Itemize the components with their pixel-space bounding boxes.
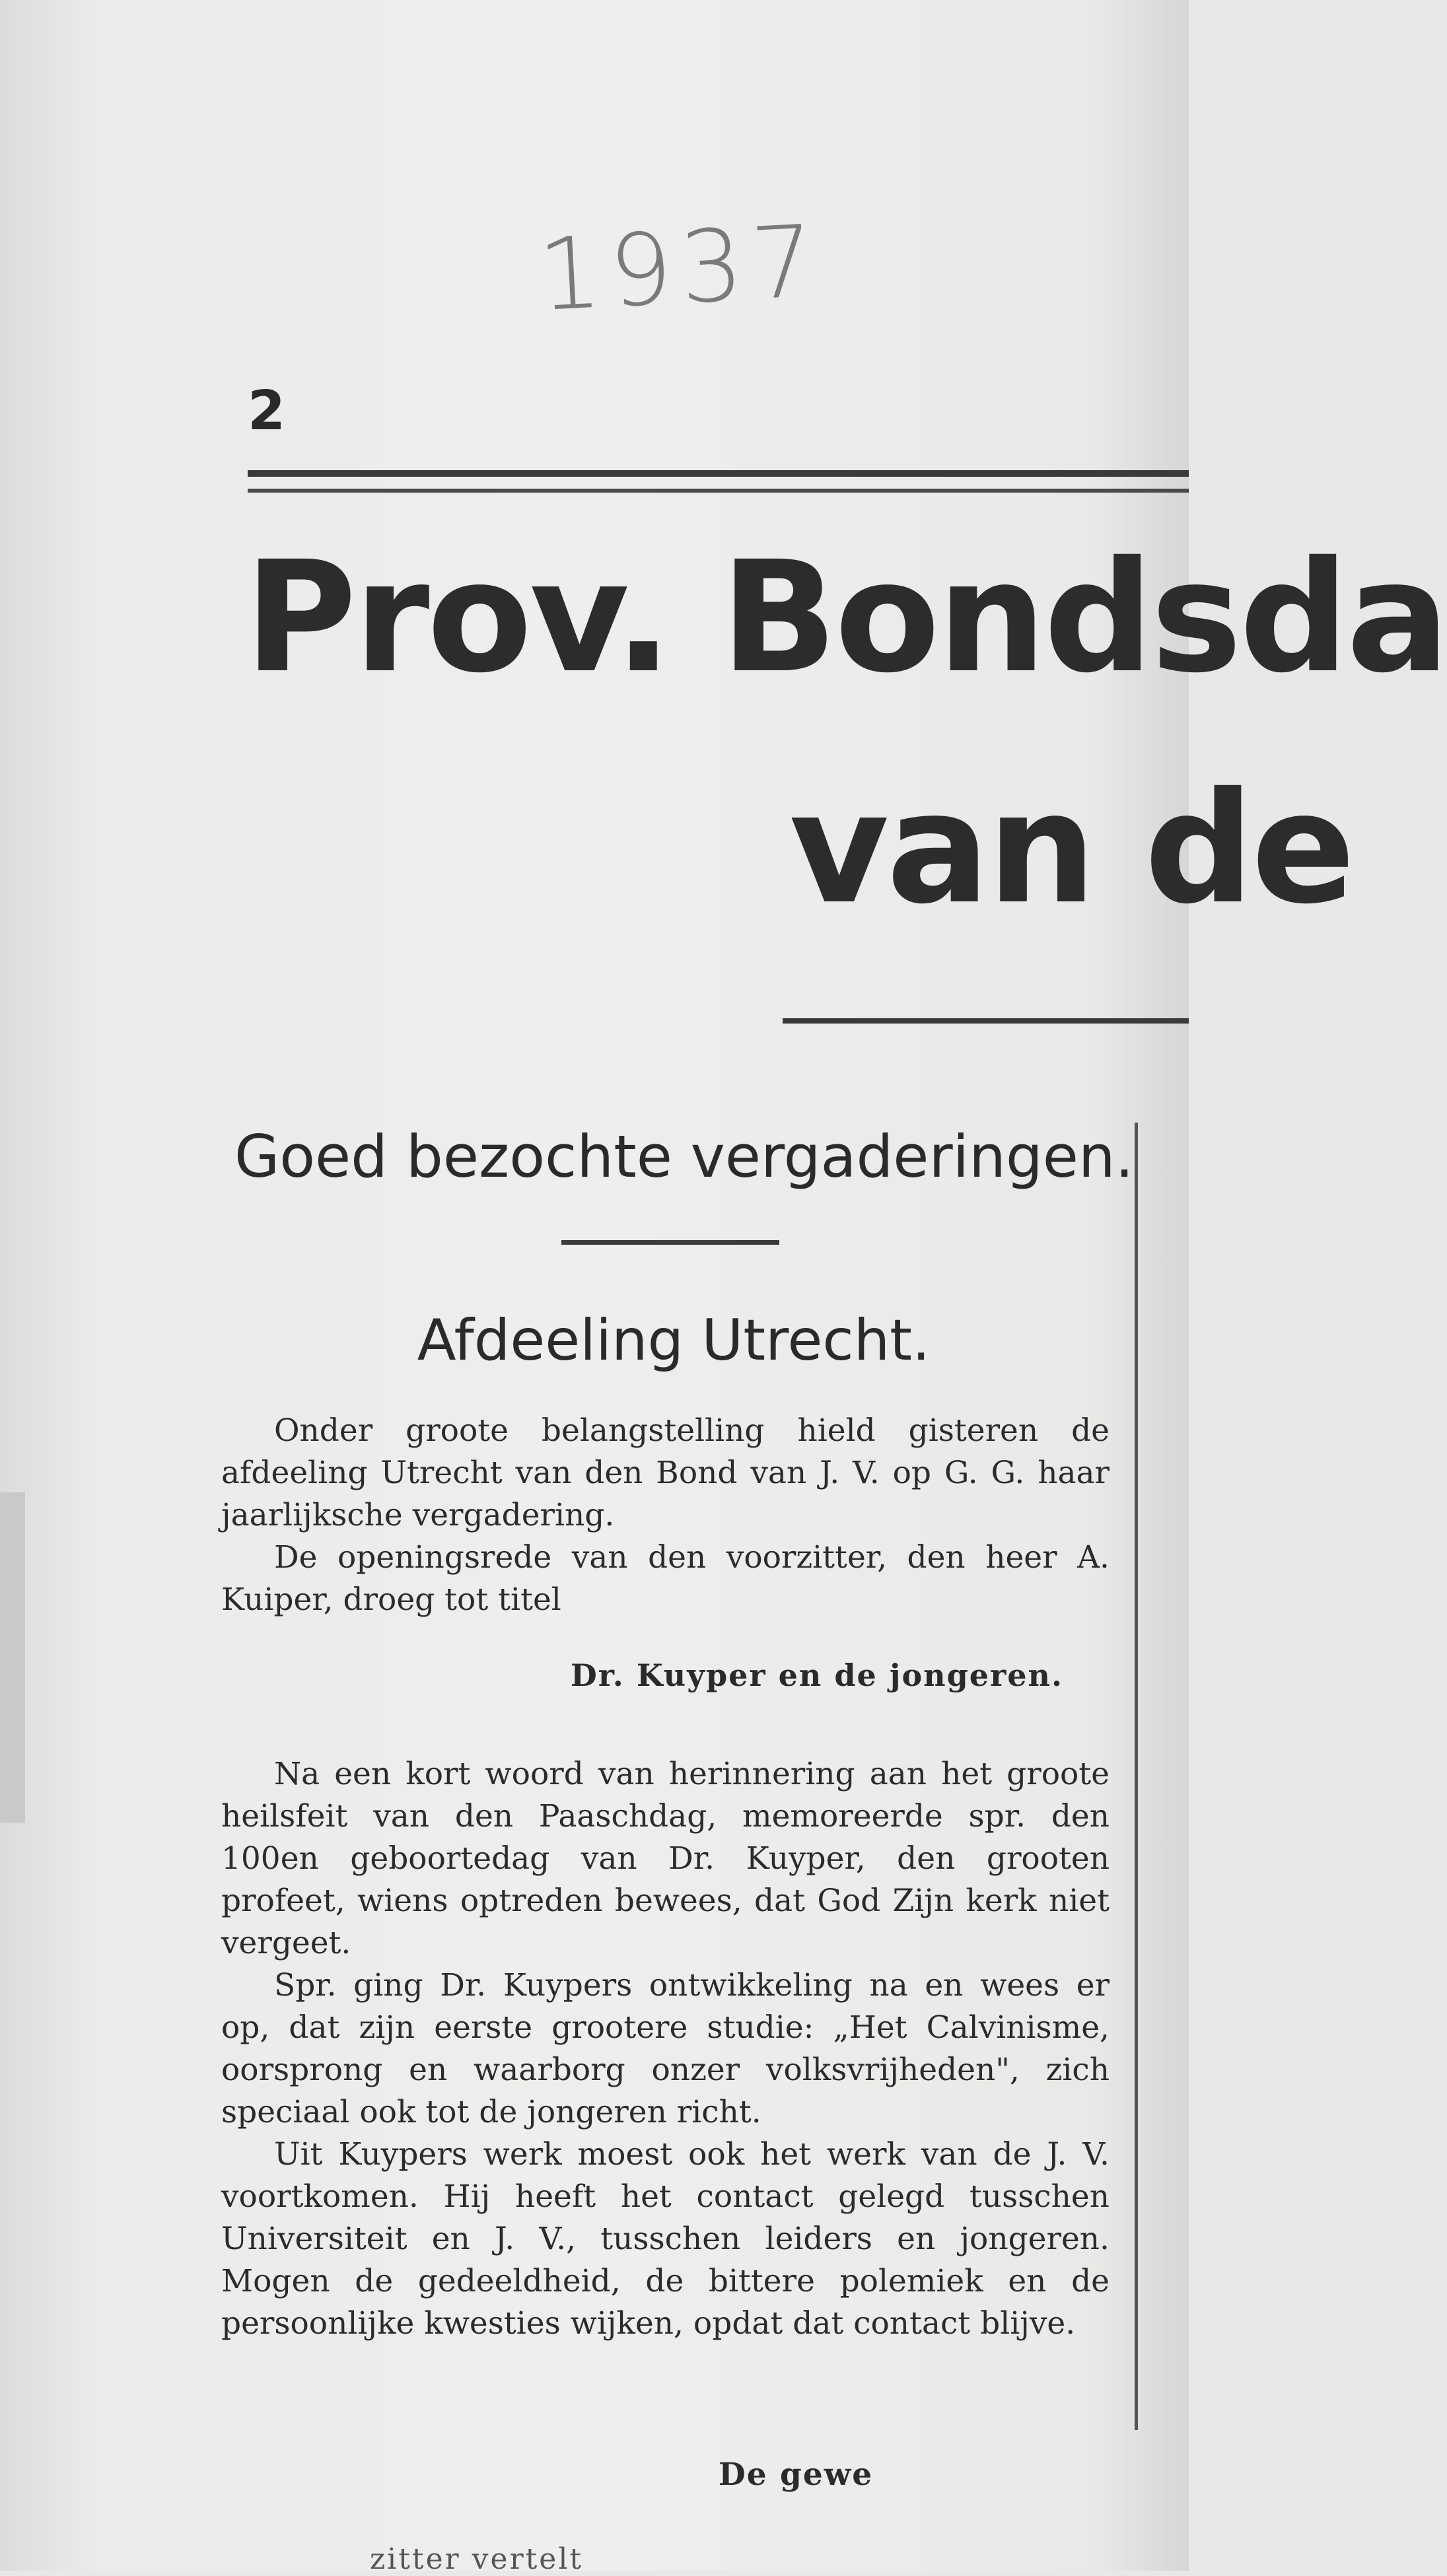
column-divider bbox=[1135, 1123, 1138, 2430]
headline-line-1: Prov. Bondsda bbox=[244, 528, 1447, 707]
paragraph: Spr. ging Dr. Kuypers ontwikkeling na en wees er op, dat zijn eerste grootere studie: „Het Calvinisme, oorsprong en waarborg onzer volksvrijheden", zich speciaal ook tot de jongeren richt. bbox=[221, 1967, 1110, 2130]
section-rule bbox=[561, 1240, 779, 1245]
scan-edge-mark bbox=[0, 1492, 25, 1823]
truncated-heading-fragment: De gewe bbox=[719, 2456, 874, 2493]
article-body-main bbox=[221, 1753, 1110, 2345]
paragraph: De openingsrede van den voorzitter, den heer A. Kuiper, droeg tot titel bbox=[221, 1539, 1110, 1618]
article-body-intro bbox=[221, 1410, 1110, 1621]
page-number: 2 bbox=[248, 380, 286, 442]
headline-rule bbox=[783, 1018, 1189, 1024]
inline-heading: Dr. Kuyper en de jongeren. bbox=[570, 1657, 1063, 1693]
truncated-text-fragment: zitter vertelt bbox=[370, 2542, 584, 2576]
sub-heading: Afdeeling Utrecht. bbox=[417, 1307, 931, 1374]
section-heading: Goed bezochte vergaderingen. bbox=[234, 1123, 1134, 1191]
paragraph: Uit Kuypers werk moest ook het werk van de J. V. voortkomen. Hij heeft het contact gelegd tusschen Universiteit en J. V., tusschen leiders en jongeren. Mogen de gedeeldheid, de bittere polemiek en de persoonlijke kwesties wijken, opdat dat contact blijve. bbox=[221, 2136, 1110, 2342]
headline-line-2: van de bbox=[789, 759, 1353, 938]
paragraph: Na een kort woord van herinnering aan het groote heilsfeit van den Paaschdag, memoreerde spr. den 100en geboortedag van Dr. Kuyper, den grooten profeet, wiens optreden bewees, dat God Zijn kerk niet vergeet. bbox=[221, 1756, 1110, 1961]
masthead-rule bbox=[248, 470, 1189, 493]
handwritten-year: 1937 bbox=[535, 203, 826, 334]
paragraph: Onder groote belangstelling hield gisteren de afdeeling Utrecht van den Bond van J. V. op G. G. haar jaarlijksche vergadering. bbox=[221, 1412, 1110, 1533]
